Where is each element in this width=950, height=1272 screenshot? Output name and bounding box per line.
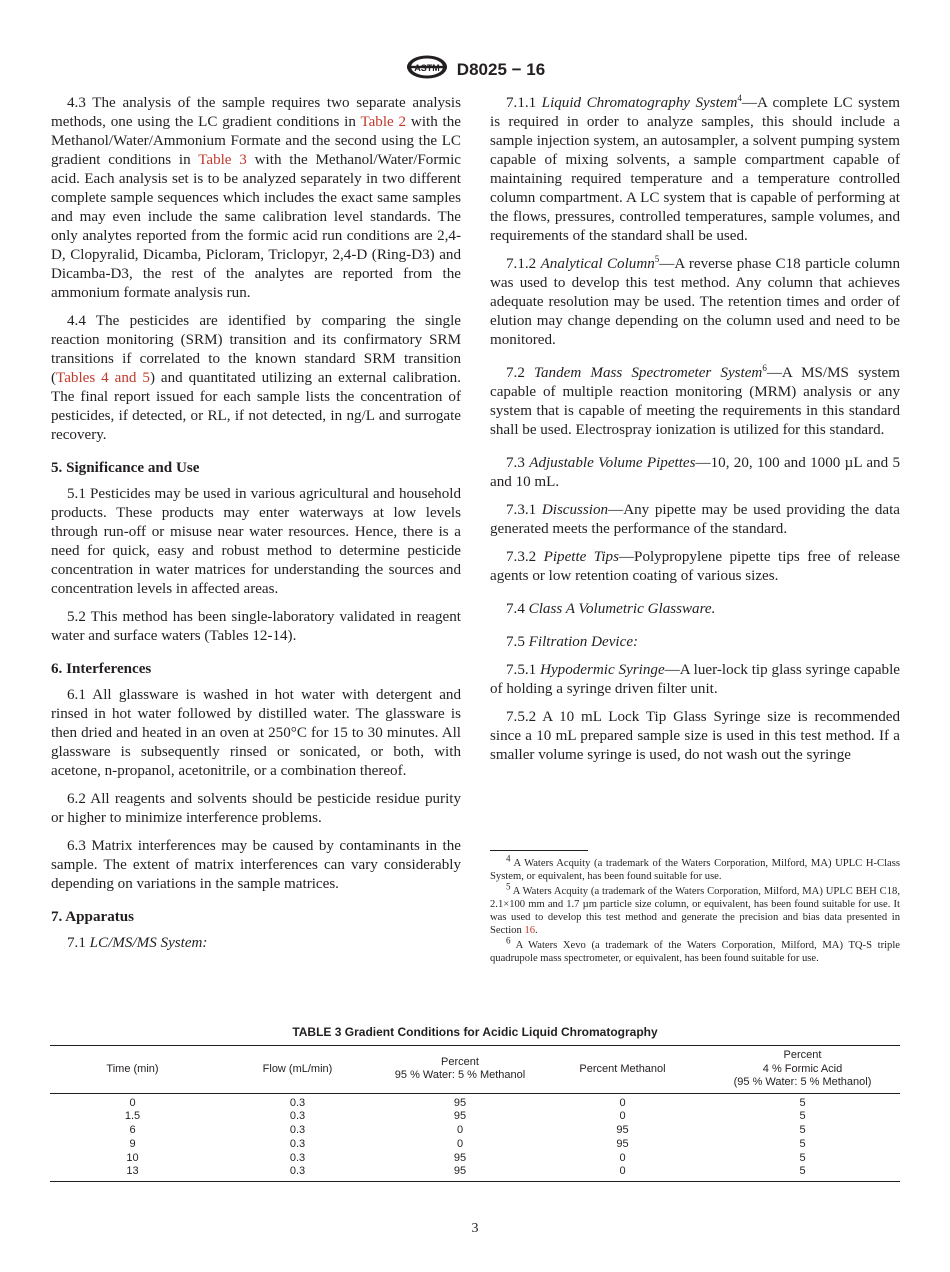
footnote-6: $^6$ A Waters Xevo (a trademark of the Waters Corporation, Milford, MA) TQ-S triple quadrupole mass spectrometer, or equivalent, has been found suitable for use. [490, 935, 900, 965]
table-cell: 0 [456, 1137, 464, 1150]
table-cell: 0.3 [289, 1110, 306, 1123]
table-cell: 0.3 [289, 1096, 306, 1109]
page-number: 3 [471, 1221, 479, 1236]
footnotes [490, 853, 900, 966]
para-7-4: 7.4 Class A Volumetric Glassware. [506, 601, 716, 617]
svg-text:ASTM: ASTM [414, 63, 440, 73]
right-column [490, 94, 900, 774]
para-6-1: 6.1 All glassware is washed in hot water with detergent and rinsed in hot water followed by distilled water. The glassware is then dried and heated in an oven at 250°C for 15 to 30 minutes. All glassware is subsequently rinsed or sonicated, or both, with acetone, n-propanol, acetonitrile, or a combination thereof. [51, 687, 461, 779]
table-cell: 95 [453, 1096, 467, 1109]
para-7-5: 7.5 Filtration Device: [506, 634, 639, 650]
table-cell: 95 [380, 1165, 540, 1181]
header-percent-methanol: Percent Methanol [540, 1046, 705, 1094]
table3-link[interactable]: Table 3 [198, 152, 247, 168]
para-6-3: 6.3 Matrix interferences may be caused by contaminants in the sample. The extent of matrix interferences can vary considerably depending on variations in the sample matrices. [51, 838, 461, 892]
para-4-3: 4.3 The analysis of the sample requires two separate analysis methods, one using the LC gradient conditions in Table 2 with the Methanol/Water/Ammonium Formate and the second using the LC gradient conditions in Table 3 with the Methanol/Water/Formic acid. Each analysis set is to be analyzed separately in two different complete sample sequences which includes the exact same samples and may even include the same calibration level standards. The only analytes reported from the formic acid run conditions are 2,4-D, Clopyralid, Dicamba, Picloram, Triclopyr, 2,4-D (Ring-D3) and Dicamba-D3, the rest of the analytes are reported from the ammonium formate analysis run. [51, 95, 462, 301]
header-percent-water: Percent 95 % Water: 5 % Methanol [380, 1046, 540, 1094]
table-cell: 95 [453, 1151, 467, 1164]
table-cell: 0 [619, 1110, 626, 1123]
table-row [50, 1124, 900, 1138]
footnote-5: $^5$ A Waters Acquity (a trademark of the Waters Corporation, Milford, MA) UPLC BEH C18, 2.1×100 mm and 1.7 µm particle size column, or equivalent, has been found suitable for use. It was used to develop this test method and generate the precision and bias data presented in Section 16. [490, 881, 900, 937]
para-7-1-1: 7.1.1 Liquid Chromatography System$^4$—A complete LC system is required in order to analyze samples, this should include a sample injection system, an autosampler, a solvent pumping system capable of mixing solvents, a sample compartment capable of maintaining required temperature and a temperature controlled column compartment. A LC system that is capable of performing at the flows, pressures, controlled temperatures, sample volumes, and requirements of the standard shall be used. [490, 92, 901, 244]
table-cell: 0.3 [289, 1137, 306, 1150]
table-cell: 95 [616, 1137, 629, 1150]
para-7-5-1: 7.5.1 Hypodermic Syringe—A luer-lock tip glass syringe capable of holding a syringe driven filter unit. [490, 662, 900, 697]
table-cell: 0 [619, 1096, 626, 1109]
table-cell: 5 [705, 1165, 900, 1181]
left-column [51, 94, 461, 962]
table-cell: 6 [129, 1124, 136, 1137]
table2-link[interactable]: Table 2 [360, 114, 407, 130]
para-4-4: 4.4 The pesticides are identified by comparing the single reaction monitoring (SRM) transition and its confirmatory SRM transitions if correlated to the known standard SRM transition (Tables 4 and 5) and quantitated utilizing an external calibration. The final report issued for each sample lists the concentration of pesticides, if detected, or RL, if not detected, in ng/L and surrogate recovery. [51, 313, 461, 443]
para-7-2: 7.2 Tandem Mass Spectrometer System$^6$—A MS/MS system capable of multiple reaction monitoring (MRM) analysis or any system that is capable of meeting the requirements in this standard shall be used. Electrospray ionization is utilized for this standard. [490, 362, 900, 438]
table-cell: 0.3 [215, 1165, 380, 1181]
para-7-3-2: 7.3.2 Pipette Tips—Polypropylene pipette tips free of release agents or low retention coating of various sizes. [490, 549, 900, 584]
para-7-3: 7.3 Adjustable Volume Pipettes—10, 20, 100 and 1000 µL and 5 and 10 mL. [490, 455, 901, 490]
table-cell: 5 [799, 1151, 806, 1164]
table-cell: 95 [453, 1110, 467, 1123]
table-cell: 0.3 [289, 1151, 306, 1164]
table-row [50, 1093, 900, 1110]
section-6-heading: 6. Interferences [51, 661, 152, 677]
footnote-4: $^4$ A Waters Acquity (a trademark of the Waters Corporation, Milford, MA) UPLC H-Class System, or equivalent, has been found suitable for use. [490, 853, 900, 883]
table-cell: 0 [456, 1124, 464, 1137]
astm-logo-icon [405, 54, 449, 85]
table-row [50, 1165, 900, 1181]
table-cell: 5 [799, 1137, 806, 1150]
para-7-1: 7.1 LC/MS/MS System: [67, 935, 208, 951]
tables-4-5-link[interactable]: Tables 4 and 5 [56, 370, 150, 386]
para-7-1-2: 7.1.2 Analytical Column$^5$—A reverse phase C18 particle column was used to develop this test method. Any column that achieves adequate resolution may be used. The retention times and order of elution may change depending on the column used and need to be monitored. [490, 253, 900, 348]
table-cell: 5 [799, 1096, 806, 1109]
para-5-1: 5.1 Pesticides may be used in various agricultural and household products. These products may enter waterways at low levels through run-off or misuse near water resources. Hence, there is a need for quick, easy and robust method to determine pesticide concentration in water matrices for understanding the sources and concentration levels in affected areas. [51, 486, 461, 597]
document-id: D8025 − 16 [456, 59, 546, 79]
table-cell: 0 [129, 1096, 136, 1109]
table-row [50, 1138, 900, 1152]
table-row [50, 1110, 900, 1124]
table-cell: 5 [799, 1124, 806, 1137]
table-cell: 95 [616, 1124, 629, 1137]
para-5-2: 5.2 This method has been single-laboratory validated in reagent water and surface waters (Tables 12-14). [51, 609, 461, 644]
table-header-row [50, 1046, 900, 1094]
table-cell: 0 [540, 1165, 705, 1181]
table-cell: 9 [129, 1137, 136, 1150]
table-caption: TABLE 3 Gradient Conditions for Acidic Liquid Chromatography [292, 1025, 658, 1039]
header-time: Time (min) [50, 1046, 215, 1094]
table-cell: 0 [619, 1151, 626, 1164]
section-16-link[interactable]: 16 [524, 925, 536, 937]
para-7-5-2: 7.5.2 A 10 mL Lock Tip Glass Syringe size is recommended since a 10 mL prepared sample size is used in this test method. If a smaller volume syringe is used, do not wash out the syringe [490, 709, 900, 763]
page-header [0, 54, 950, 84]
para-7-3-1: 7.3.1 Discussion—Any pipette may be used providing the data generated meets the performance of the standard. [490, 502, 900, 537]
gradient-table [50, 1045, 900, 1182]
section-5-heading: 5. Significance and Use [51, 460, 200, 476]
table-cell: 10 [126, 1151, 139, 1164]
table-cell: 0.3 [289, 1124, 306, 1137]
para-6-2: 6.2 All reagents and solvents should be pesticide residue purity or higher to minimize interference problems. [51, 791, 461, 826]
header-percent-formic: Percent 4 % Formic Acid (95 % Water: 5 % Methanol) [705, 1046, 900, 1094]
header-flow: Flow (mL/min) [215, 1046, 380, 1094]
footnote-rule [490, 850, 588, 851]
table-row [50, 1152, 900, 1166]
table-cell: 13 [50, 1165, 215, 1181]
table-cell: 1.5 [124, 1110, 141, 1123]
table-cell: 5 [799, 1110, 806, 1123]
section-7-heading: 7. Apparatus [51, 909, 135, 925]
